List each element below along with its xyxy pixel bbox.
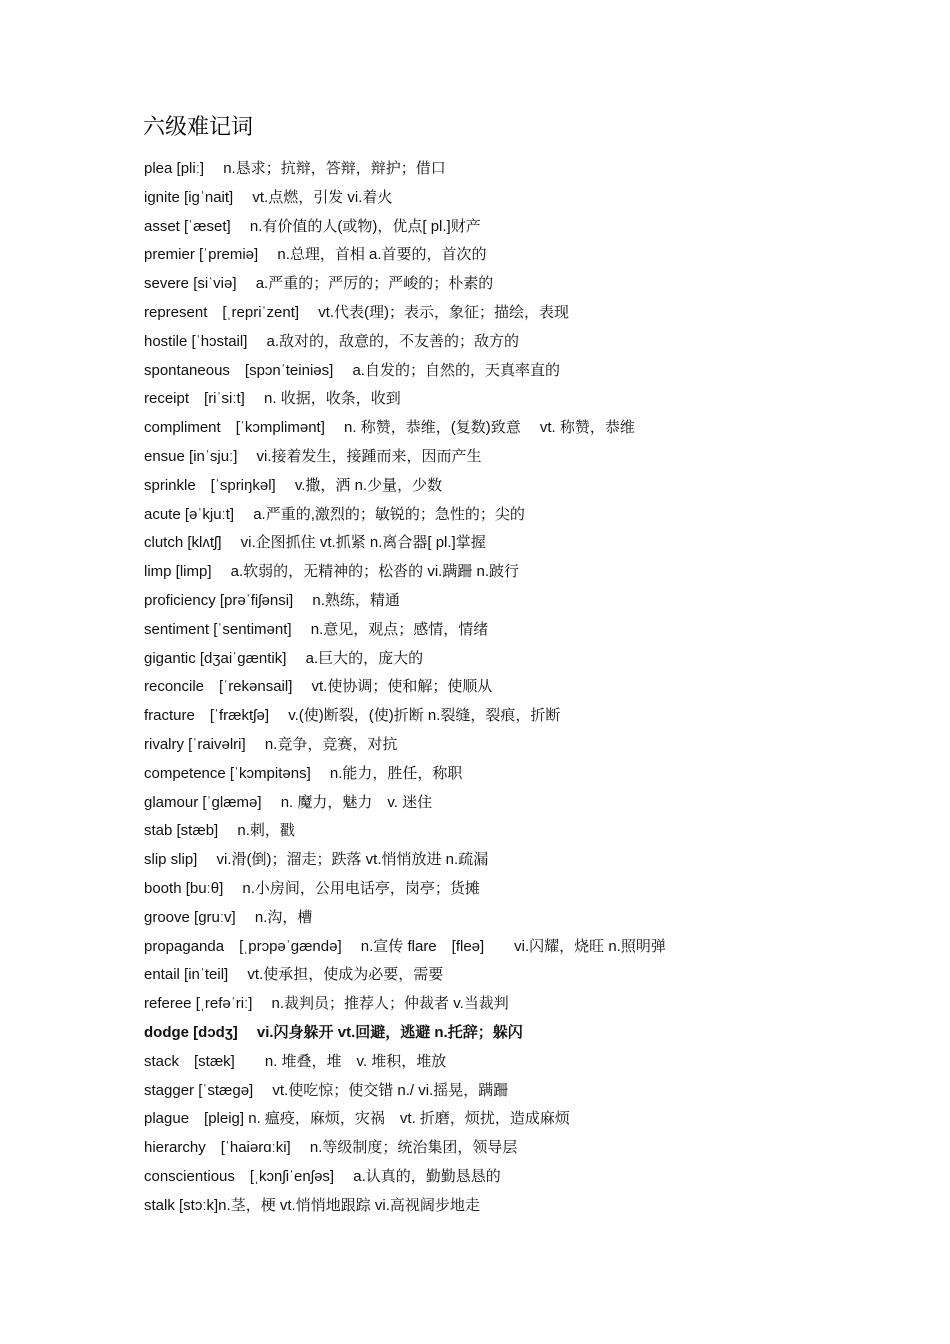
vocab-entry: reconcile [ˈrekənsail] vt.使协调；使和解；使顺从 <box>144 678 493 696</box>
vocab-entry: plague [pleig] n. 瘟疫，麻烦，灾祸 vt. 折磨，烦扰，造成麻烦 <box>144 1110 570 1128</box>
vocab-entry: acute [əˈkjuːt] a.严重的,激烈的；敏锐的；急性的；尖的 <box>144 505 525 523</box>
vocab-entry: entail [inˈteil] vt.使承担，使成为必要，需要 <box>144 966 444 984</box>
vocab-entry: fracture [ˈfræktʃə] v.(使)断裂，(使)折断 n.裂缝，裂痕，折断 <box>144 707 561 725</box>
vocab-entry: hostile [ˈhɔstail] a.敌对的，敌意的，不友善的；敌方的 <box>144 332 520 350</box>
vocab-entry: represent [ˌrepriˈzent] vt.代表(理)；表示，象征；描绘，表现 <box>144 303 570 321</box>
vocab-entry: plea [pliː] n.恳求；抗辩，答辩，辩护；借口 <box>144 160 446 177</box>
vocab-entry: rivalry [ˈraivəlri] n.竞争，竞赛，对抗 <box>144 735 398 753</box>
vocab-entry: groove [gruːv] n.沟，槽 <box>144 908 313 926</box>
vocab-entry: dodge [dɔdʒ] vi.闪身躲开 vt.回避，逃避 n.托辞；躲闪 <box>144 1023 523 1041</box>
vocab-entry: ignite [igˈnait] vt.点燃，引发 vi.着火 <box>144 188 393 206</box>
vocab-entry: booth [buːθ] n.小房间，公用电话亭，岗亭；货摊 <box>144 879 480 897</box>
vocabulary-list <box>144 155 934 1220</box>
vocab-entry: proficiency [prəˈfiʃənsi] n.熟练，精通 <box>144 591 400 609</box>
vocab-entry: hierarchy [ˈhaiərɑːki] n.等级制度；统治集团，领导层 <box>144 1139 518 1157</box>
vocab-entry: slip slip] vi.滑(倒)；溜走；跌落 vt.悄悄放进 n.疏漏 <box>144 851 489 869</box>
vocab-entry: spontaneous [spɔnˈteiniəs] a.自发的；自然的，天真率直的 <box>144 361 560 379</box>
vocab-entry: clutch [klʌtʃ] vi.企图抓住 vt.抓紧 n.离合器[ pl.]掌握 <box>144 534 486 552</box>
vocab-entry: sentiment [ˈsentimənt] n.意见，观点；感情，情绪 <box>144 620 489 638</box>
vocab-entry: premier [ˈpremiə] n.总理，首相 a.首要的，首次的 <box>144 246 487 264</box>
page-title: 六级难记词 <box>143 115 254 140</box>
vocab-entry: conscientious [ˌkɔnʃiˈenʃəs] a.认真的，勤勤恳恳的 <box>144 1167 501 1185</box>
vocab-entry: glamour [ˈglæmə] n. 魔力，魅力 v. 迷住 <box>144 793 433 811</box>
vocab-entry: asset [ˈæset] n.有价值的人(或物)，优点[ pl.]财产 <box>144 217 481 235</box>
vocab-entry: referee [ˌrefəˈriː] n.裁判员；推荐人；仲裁者 v.当裁判 <box>144 995 509 1013</box>
vocab-entry: receipt [riˈsiːt] n. 收据，收条，收到 <box>144 390 401 408</box>
vocab-entry: gigantic [dʒaiˈgæntik] a.巨大的，庞大的 <box>144 649 424 667</box>
vocab-entry: severe [siˈviə] a.严重的；严厉的；严峻的；朴素的 <box>144 275 494 293</box>
vocab-entry: stab [stæb] n.刺，戳 <box>144 822 295 840</box>
vocab-entry: stack [stæk] n. 堆叠，堆 v. 堆积，堆放 <box>144 1052 447 1070</box>
vocab-entry: compliment [ˈkɔmplimənt] n. 称赞，恭维，(复数)致意 vt. 称赞，恭维 <box>144 419 635 437</box>
vocab-entry: stagger [ˈstægə] vt.使吃惊；使交错 n./ vi.摇晃，蹒跚 <box>144 1081 509 1099</box>
vocab-entry: propaganda [ˌprɔpəˈgændə] n.宣传 flare [fleə] vi.闪耀，烧旺 n.照明弹 <box>144 937 666 955</box>
vocab-entry: limp [limp] a.软弱的，无精神的；松沓的 vi.蹒跚 n.跛行 <box>144 563 520 581</box>
vocab-entry: competence [ˈkɔmpitəns] n.能力，胜任，称职 <box>144 764 463 782</box>
vocab-entry: stalk [stɔːk]n.茎，梗 vt.悄悄地跟踪 vi.高视阔步地走 <box>144 1196 480 1214</box>
vocab-entry: ensue [inˈsjuː] vi.接着发生，接踵而来，因而产生 <box>144 447 482 465</box>
vocab-entry: sprinkle [ˈspriŋkəl] v.撒，洒 n.少量，少数 <box>144 476 443 494</box>
